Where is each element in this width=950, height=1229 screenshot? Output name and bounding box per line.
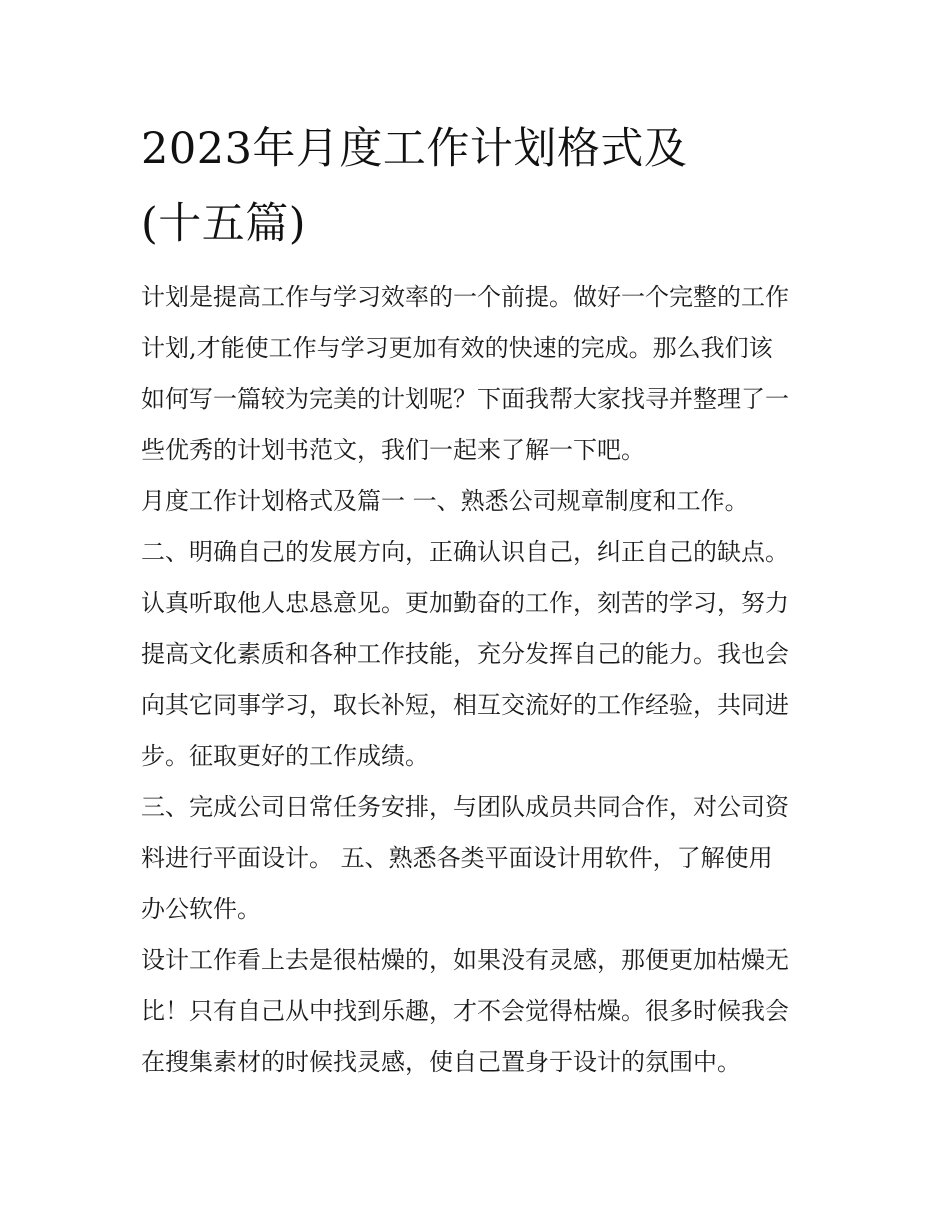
text-line: 认真听取他人忠恳意见。更加勤奋的工作，刻苦的学习，努力	[141, 589, 789, 617]
text-line: 计划是提高工作与学习效率的一个前提。做好一个完整的工作	[141, 283, 789, 311]
text-line: 料进行平面设计。 五、熟悉各类平面设计用软件，了解使用	[141, 844, 773, 872]
text-line: 向其它同事学习，取长补短，相互交流好的工作经验，共同进	[141, 691, 789, 719]
text-line: 办公软件。	[141, 895, 261, 923]
paragraph-section-two	[141, 527, 813, 782]
paragraph-design-work	[141, 935, 813, 1088]
text-line: 月度工作计划格式及篇一 一、熟悉公司规章制度和工作。	[141, 487, 749, 515]
text-line: 三、完成公司日常任务安排，与团队成员共同合作，对公司资	[141, 793, 789, 821]
document-body	[141, 272, 813, 1088]
text-line: 比！只有自己从中找到乐趣，才不会觉得枯燥。很多时候我会	[141, 997, 789, 1025]
paragraph-intro	[141, 272, 813, 476]
text-line: 步。征取更好的工作成绩。	[141, 742, 429, 770]
text-line: 提高文化素质和各种工作技能，充分发挥自己的能力。我也会	[141, 640, 789, 668]
document-title	[141, 112, 813, 262]
text-line: 二、明确自己的发展方向，正确认识自己，纠正自己的缺点。	[141, 538, 789, 566]
paragraph-section-three	[141, 782, 813, 935]
text-line: 设计工作看上去是很枯燥的，如果没有灵感，那便更加枯燥无	[141, 946, 789, 974]
paragraph-section-one	[141, 476, 813, 527]
text-line: 在搜集素材的时候找灵感，使自己置身于设计的氛围中。	[141, 1048, 741, 1076]
title-line: 2023年月度工作计划格式及	[141, 124, 688, 174]
text-line: 如何写一篇较为完美的计划呢？下面我帮大家找寻并整理了一	[141, 385, 789, 413]
title-line: (十五篇)	[141, 199, 307, 249]
document-content	[141, 112, 813, 1088]
text-line: 计划,才能使工作与学习更加有效的快速的完成。那么我们该	[141, 334, 773, 362]
text-line: 些优秀的计划书范文，我们一起来了解一下吧。	[141, 436, 645, 464]
